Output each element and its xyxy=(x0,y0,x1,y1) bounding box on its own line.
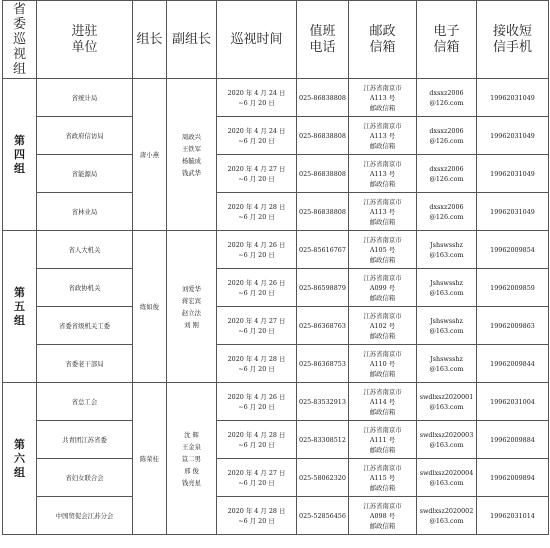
sms-cell: 19962009863 xyxy=(477,307,549,345)
email-cell: dxsxz2006 @126.com xyxy=(417,79,477,117)
group-name: 第五组 xyxy=(3,231,37,383)
header-deputy: 副组长 xyxy=(167,1,217,79)
unit-cell: 省妇女联合会 xyxy=(37,459,133,497)
deputy-cell: 刘爱华 蒋宏宾 赵立法 刘 刚 xyxy=(167,231,217,383)
time-cell: 2020 年 4 月 24 日 ~6 月 20 日 xyxy=(217,117,297,155)
sms-cell: 19962031004 xyxy=(477,383,549,421)
header-phone: 值班 电话 xyxy=(297,1,349,79)
postbox-cell: 江苏省南京市 A099 号 邮政信箱 xyxy=(349,269,417,307)
phone-cell: 025-86368753 xyxy=(297,345,349,383)
table-row xyxy=(3,193,549,231)
sms-cell: 19962031014 xyxy=(477,497,549,535)
header-sms: 接收短 信手机 xyxy=(477,1,549,79)
postbox-cell: 江苏省南京市 A113 号 邮政信箱 xyxy=(349,117,417,155)
table-row xyxy=(3,269,549,307)
header-leader: 组长 xyxy=(133,1,167,79)
postbox-cell: 江苏省南京市 A110 号 邮政信箱 xyxy=(349,345,417,383)
table-row xyxy=(3,421,549,459)
time-cell: 2020 年 4 月 24 日 ~6 月 20 日 xyxy=(217,79,297,117)
phone-cell: 025-86838808 xyxy=(297,155,349,193)
table-row xyxy=(3,231,549,269)
header-time: 巡视时间 xyxy=(217,1,297,79)
email-cell: dxsxz2006 @126.com xyxy=(417,193,477,231)
unit-cell: 省统计局 xyxy=(37,79,133,117)
phone-cell: 025-86838808 xyxy=(297,117,349,155)
email-cell: Jshswsshz @163.com xyxy=(417,231,477,269)
email-cell: Jshswsshz @163.com xyxy=(417,307,477,345)
time-cell: 2020 年 4 月 27 日 ~6 月 20 日 xyxy=(217,459,297,497)
sms-cell: 19962031049 xyxy=(477,117,549,155)
sms-cell: 19962009884 xyxy=(477,421,549,459)
email-cell: Jshswsshz @163.com xyxy=(417,269,477,307)
unit-cell: 省林业局 xyxy=(37,193,133,231)
time-cell: 2020 年 4 月 27 日 ~6 月 20 日 xyxy=(217,155,297,193)
inspection-contact-table xyxy=(2,0,549,535)
sms-cell: 19962009859 xyxy=(477,269,549,307)
leader-cell: 陈荣桂 xyxy=(133,383,167,535)
unit-cell: 省政府信访局 xyxy=(37,117,133,155)
time-cell: 2020 年 4 月 28 日 ~6 月 20 日 xyxy=(217,345,297,383)
phone-cell: 025-86838808 xyxy=(297,193,349,231)
email-cell: swdlxsz2020002 @163.com xyxy=(417,497,477,535)
sms-cell: 19962031049 xyxy=(477,79,549,117)
phone-cell: 025-86598879 xyxy=(297,269,349,307)
sms-cell: 19962009844 xyxy=(477,345,549,383)
postbox-cell: 江苏省南京市 A111 号 邮政信箱 xyxy=(349,421,417,459)
header-email: 电子 信箱 xyxy=(417,1,477,79)
email-cell: Jshswsshz @163.com xyxy=(417,345,477,383)
group-name: 第四组 xyxy=(3,79,37,231)
table-row xyxy=(3,155,549,193)
time-cell: 2020 年 4 月 27 日 ~6 月 20 日 xyxy=(217,307,297,345)
table-row xyxy=(3,459,549,497)
unit-cell: 省委老干部局 xyxy=(37,345,133,383)
postbox-cell: 江苏省南京市 A102 号 邮政信箱 xyxy=(349,307,417,345)
phone-cell: 025-83308512 xyxy=(297,421,349,459)
email-cell: swdlxsz2020003 @163.com xyxy=(417,421,477,459)
header-postbox: 邮政 信箱 xyxy=(349,1,417,79)
time-cell: 2020 年 4 月 26 日 ~6 月 20 日 xyxy=(217,231,297,269)
table-row xyxy=(3,307,549,345)
phone-cell: 025-58062320 xyxy=(297,459,349,497)
email-cell: dxsxz2006 @126.com xyxy=(417,117,477,155)
unit-cell: 省委省级机关工委 xyxy=(37,307,133,345)
time-cell: 2020 年 4 月 28 日 ~6 月 20 日 xyxy=(217,497,297,535)
header-group: 省委巡视组 xyxy=(3,1,37,79)
phone-cell: 025-86838808 xyxy=(297,79,349,117)
sms-cell: 19962031049 xyxy=(477,155,549,193)
table-row xyxy=(3,345,549,383)
table-row xyxy=(3,383,549,421)
deputy-cell: 周政兴 王铁军 杨毓成 钱武华 xyxy=(167,79,217,231)
sms-cell: 19962009894 xyxy=(477,459,549,497)
phone-cell: 025-52856456 xyxy=(297,497,349,535)
email-cell: dxsxz2006 @126.com xyxy=(417,155,477,193)
email-cell: swdlxsz2020004 @163.com xyxy=(417,459,477,497)
postbox-cell: 江苏省南京市 A098 号 邮政信箱 xyxy=(349,497,417,535)
unit-cell: 省人大机关 xyxy=(37,231,133,269)
time-cell: 2020 年 4 月 26 日 ~6 月 20 日 xyxy=(217,383,297,421)
time-cell: 2020 年 4 月 26 日 ~6 月 20 日 xyxy=(217,269,297,307)
group-name: 第六组 xyxy=(3,383,37,535)
postbox-cell: 江苏省南京市 A114 号 邮政信箱 xyxy=(349,383,417,421)
phone-cell: 025-83532913 xyxy=(297,383,349,421)
postbox-cell: 江苏省南京市 A115 号 邮政信箱 xyxy=(349,459,417,497)
unit-cell: 中国贸促会江苏分会 xyxy=(37,497,133,535)
table-row xyxy=(3,79,549,117)
unit-cell: 省总工会 xyxy=(37,383,133,421)
header-row xyxy=(3,1,549,79)
time-cell: 2020 年 4 月 28 日 ~6 月 20 日 xyxy=(217,193,297,231)
leader-cell: 唐小燕 xyxy=(133,79,167,231)
leader-cell: 练如俊 xyxy=(133,231,167,383)
time-cell: 2020 年 4 月 28 日 ~6 月 20 日 xyxy=(217,421,297,459)
phone-cell: 025-85616767 xyxy=(297,231,349,269)
unit-cell: 省能源局 xyxy=(37,155,133,193)
postbox-cell: 江苏省南京市 A113 号 邮政信箱 xyxy=(349,155,417,193)
postbox-cell: 江苏省南京市 A113 号 邮政信箱 xyxy=(349,193,417,231)
postbox-cell: 江苏省南京市 A105 号 邮政信箱 xyxy=(349,231,417,269)
postbox-cell: 江苏省南京市 A113 号 邮政信箱 xyxy=(349,79,417,117)
sms-cell: 19962009854 xyxy=(477,231,549,269)
sms-cell: 19962031049 xyxy=(477,193,549,231)
table-row xyxy=(3,117,549,155)
email-cell: swdlxsz2020001 @163.com xyxy=(417,383,477,421)
deputy-cell: 沈 辉 王金泉 笪二男 邢 俊 钱亮星 xyxy=(167,383,217,535)
header-unit: 进驻 单位 xyxy=(37,1,133,79)
table-row xyxy=(3,497,549,535)
phone-cell: 025-86368763 xyxy=(297,307,349,345)
unit-cell: 共青团江苏省委 xyxy=(37,421,133,459)
unit-cell: 省政协机关 xyxy=(37,269,133,307)
